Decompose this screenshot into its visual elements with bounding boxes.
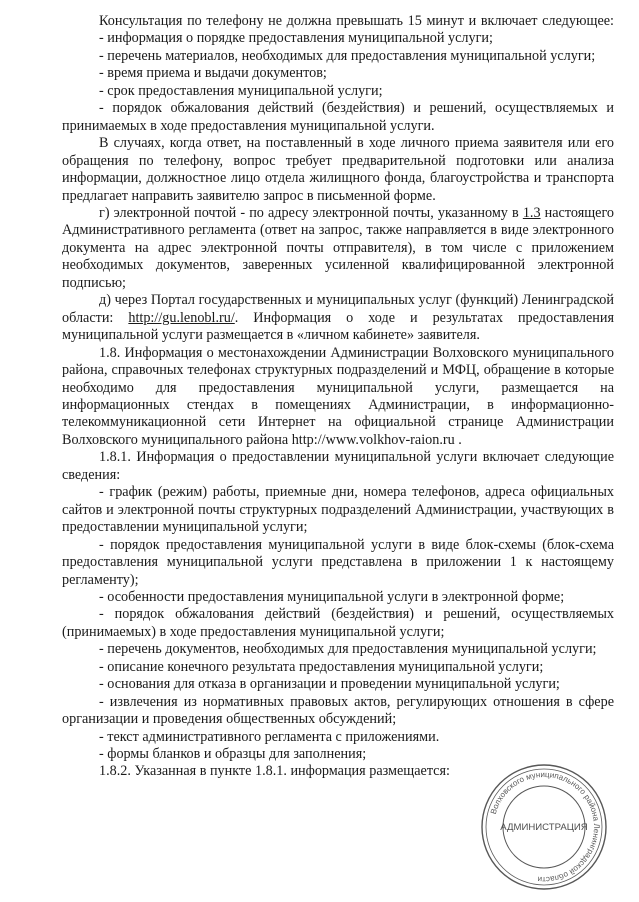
list-item: - порядок предоставления муниципальной услуги в виде блок-схемы (блок-схема предоставления муниципальной услуги представлена в приложении 1 к настоящему регламенту); xyxy=(62,536,614,588)
list-item: - основания для отказа в организации и проведении муниципальной услуги; xyxy=(99,676,560,693)
paragraph-consultation-intro: Консультация по телефону не должна превышать 15 минут и включает следующее: xyxy=(99,13,614,29)
list-item: - описание конечного результата предоставления муниципальной услуги; xyxy=(99,658,544,675)
portal-link[interactable]: http://gu.lenobl.ru/ xyxy=(128,309,235,326)
paragraph-written-request: В случаях, когда ответ, на поставленный в ходе личного приема заявителя или его обращения по телефону, вопрос требует предварительной подготовки или анализа информации, должностное лицо отдела жилищного фонда, благоустройства и транспорта предлагает направить заявителю запрос в письменной форме. xyxy=(62,135,614,204)
administration-seal xyxy=(479,762,609,892)
list-item: - перечень материалов, необходимых для предоставления муниципальной услуги; xyxy=(99,47,596,64)
paragraph-text: . Информация о ходе и результатах предоставления муниципальной услуги размещается в «личном кабинете» заявителя. xyxy=(62,309,614,344)
paragraph-section-1-8-1: 1.8.1. Информация о предоставлении муниципальной услуги включает следующие сведения: xyxy=(62,449,614,483)
paragraph-text: г) электронной почтой - по адресу электронной почты, указанному в xyxy=(99,204,523,221)
paragraph-text: д) через Портал государственных и муниципальных услуг (функций) Ленинградской области: xyxy=(62,292,614,326)
list-item: - время приема и выдачи документов; xyxy=(99,65,327,82)
document-page xyxy=(62,13,614,781)
list-item: - порядок обжалования действий (бездействия) и решений, осуществляемых (принимаемых) в ходе предоставления муниципальной услуги; xyxy=(62,606,614,640)
list-item: - текст административного регламента с приложениями. xyxy=(99,728,440,745)
list-item: - информация о порядке предоставления муниципальной услуги; xyxy=(99,30,493,47)
paragraph-section-1-8: 1.8. Информация о местонахождении Администрации Волховского муниципального района, справочных телефонах структурных подразделений и МФЦ, обращение в которые необходимо для предоставления муниципальной услуги, размещается на информационных стендах в помещениях Администрации, в информационно-телекоммуникационной сети Интернет на официальной странице Администрации Волховского муниципального района http://www.volkhov-raion.ru . xyxy=(62,344,614,448)
list-item: - порядок обжалования действий (бездействия) и решений, осуществляемых и принимаемых в ходе предоставления муниципальной услуги. xyxy=(62,100,614,134)
list-item: - перечень документов, необходимых для предоставления муниципальной услуги; xyxy=(99,641,597,658)
section-reference-link[interactable]: 1.3 xyxy=(522,204,541,221)
paragraph-portal xyxy=(62,292,614,344)
list-item: - график (режим) работы, приемные дни, номера телефонов, адреса официальных сайтов и электронной почты структурных подразделений Администрации, участвующих в предоставлении муниципальной услуги; xyxy=(62,484,614,536)
seal-ring-text: Волховского муниципального района Ленинградской области xyxy=(488,769,602,885)
paragraph-section-1-8-2: 1.8.2. Указанная в пункте 1.8.1. информация размещается: xyxy=(99,763,450,780)
list-item: - срок предоставления муниципальной услуги; xyxy=(99,82,383,99)
seal-center-text: АДМИНИСТРАЦИЯ xyxy=(500,822,588,833)
list-item: - особенности предоставления муниципальной услуги в электронной форме; xyxy=(99,588,565,605)
paragraph-email xyxy=(62,205,614,292)
list-item: - извлечения из нормативных правовых актов, регулирующих отношения в сфере организации и проведения общественных обсуждений; xyxy=(62,693,614,728)
list-item: - формы бланков и образцы для заполнения; xyxy=(99,746,367,763)
paragraph-text: настоящего Административного регламента (ответ на запрос, также направляется в виде электронного документа на адрес электронной почты отправителя), в том числе с приложением необходимых документов, заверенных усиленной квалифицированной электронной подписью; xyxy=(62,204,614,291)
